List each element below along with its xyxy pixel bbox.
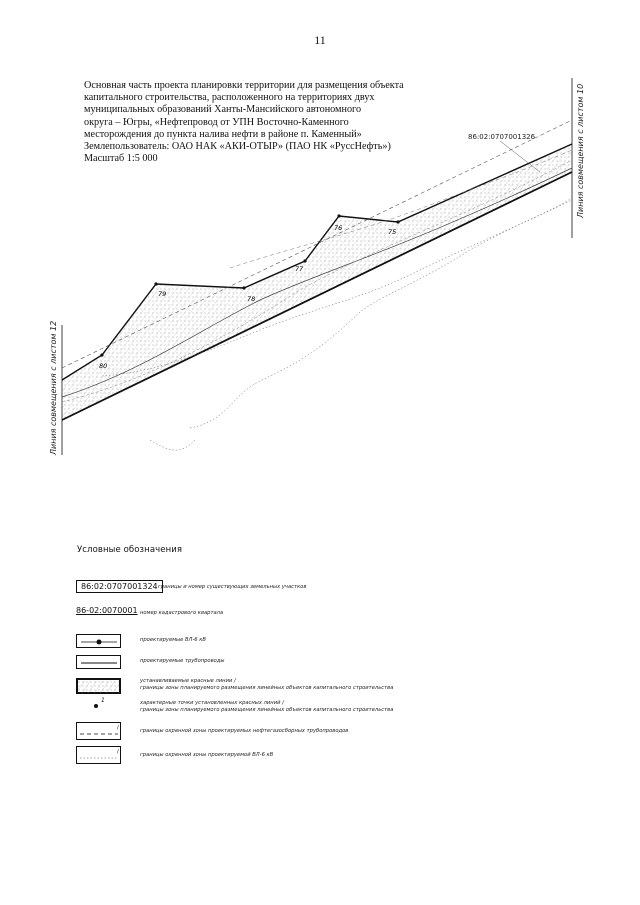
point-77-label: 77	[295, 265, 304, 273]
power-line-symbol-icon	[77, 635, 122, 649]
legend-cadastral-text: номер кадастрового квартала	[140, 610, 224, 616]
existing-parcel-boundary-2	[150, 440, 195, 450]
point-75	[396, 220, 399, 223]
point-78-label: 78	[247, 295, 256, 303]
point-76-label: 76	[334, 224, 343, 232]
legend-red-lines-text	[140, 678, 393, 692]
legend-power-zone-sample	[76, 746, 121, 764]
point-79-label: 79	[158, 290, 167, 298]
match-line-left-label: Линия совмещения с листом 12	[49, 320, 58, 455]
header-line: Основная часть проекта планировки территории для размещения объекта	[84, 80, 404, 91]
legend-cadastral-sample: 86-02:0070001	[76, 606, 138, 615]
point-75-label: 75	[388, 228, 397, 236]
legend-parcel-text: границы и номер существующих земельных участков	[158, 584, 307, 590]
svg-text:/: /	[117, 725, 119, 731]
header-line: округа – Югры, «Нефтепровод от УПН Восточно-Каменного	[84, 116, 349, 128]
legend-title: Условные обозначения	[77, 545, 183, 555]
page-number: 11	[314, 33, 326, 47]
legend-power-line-text: проектируемые ВЛ-6 кВ	[140, 637, 206, 643]
header-line: месторождения до пункта налива нефти в районе п. Каменный»	[84, 128, 362, 140]
legend-power-zone-text: границы охранной зоны проектируемой ВЛ-6 кВ	[140, 752, 274, 758]
match-line-right-label: Линия совмещения с листом 10	[576, 83, 585, 218]
legend-points-text-2: границы зоны планируемого размещения линейных объектов капитального строительства	[140, 707, 394, 713]
legend-pipeline-zone-sample	[76, 722, 121, 740]
pipeline-symbol-icon	[77, 656, 122, 670]
power-zone-symbol-icon	[77, 747, 122, 765]
legend-point-number: 1	[101, 697, 105, 704]
placement-zone-hatch	[62, 144, 572, 420]
parcel-number-label: 86:02:0707001326	[468, 133, 536, 141]
legend-red-lines-text-1: устанавливаемые красные линии /	[140, 678, 236, 684]
point-77	[303, 259, 306, 262]
header-line: капитального строительства, расположенного на территориях двух	[84, 92, 375, 104]
legend-points-text	[140, 700, 393, 714]
legend-red-lines-sample	[76, 678, 121, 694]
point-79	[154, 282, 157, 285]
point-80	[100, 353, 103, 356]
point-80-label: 80	[99, 362, 108, 370]
legend-parcel-sample: 86:02:0707001324	[76, 580, 163, 593]
legend-pipeline-text: проектируемые трубопроводы	[140, 658, 225, 664]
legend-pipeline-sample	[76, 655, 121, 669]
svg-text:/: /	[117, 749, 119, 755]
legend-points-text-1: характерные точки установленных красных линий /	[140, 700, 284, 706]
legend-red-lines-text-2: границы зоны планируемого размещения линейных объектов капитального строительства	[140, 685, 394, 691]
header-line: Землепользователь: ОАО НАК «АКИ-ОТЫР» (ПАО НК «РуссНефть»)	[84, 141, 391, 153]
legend-power-line-sample	[76, 634, 121, 648]
header-line: муниципальных образований Ханты-Мансийского автономного	[84, 104, 362, 116]
point-symbol-icon	[94, 704, 98, 708]
pipeline-zone-symbol-icon	[77, 723, 122, 741]
point-76	[337, 214, 340, 217]
point-78	[242, 286, 245, 289]
header-line: Масштаб 1:5 000	[84, 153, 158, 165]
pipeline-protection-zone-upper	[62, 120, 572, 368]
red-line-lower	[62, 172, 572, 420]
legend-pipeline-zone-text: границы охранной зоны проектируемых нефтегазосборных трубопроводов	[140, 728, 349, 734]
hatch-symbol-icon	[78, 681, 119, 693]
